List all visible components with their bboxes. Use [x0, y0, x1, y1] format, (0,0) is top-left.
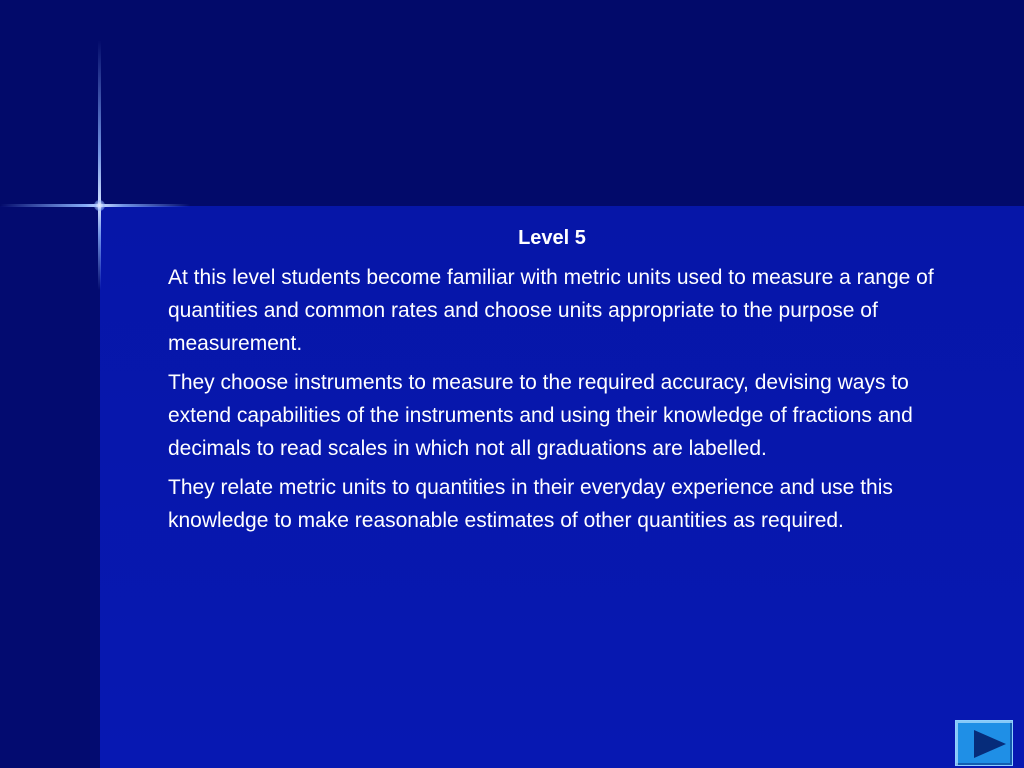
light-flare-vertical — [98, 40, 101, 290]
paragraph-instruments: They choose instruments to measure to the required accuracy, devising ways to extend capabilities of the instruments and using their knowledge of fractions and decimals to read scales in which not all graduations are labelled. — [168, 371, 913, 460]
paragraph-units: At this level students become familiar with metric units used to measure a range of quantities and common rates and choose units appropriate to the purpose of measurement. — [168, 266, 934, 355]
play-arrow-icon — [974, 730, 1006, 758]
slide-header-band — [0, 0, 1024, 206]
paragraph-estimates: They relate metric units to quantities in their everyday experience and use this knowledge to make reasonable estimates of other quantities as required. — [168, 476, 893, 532]
slide-title: Level 5 — [518, 227, 586, 249]
light-flare-icon — [94, 200, 105, 211]
slide-body — [168, 222, 948, 543]
slide-left-band — [0, 206, 100, 768]
next-slide-button[interactable] — [955, 720, 1013, 766]
